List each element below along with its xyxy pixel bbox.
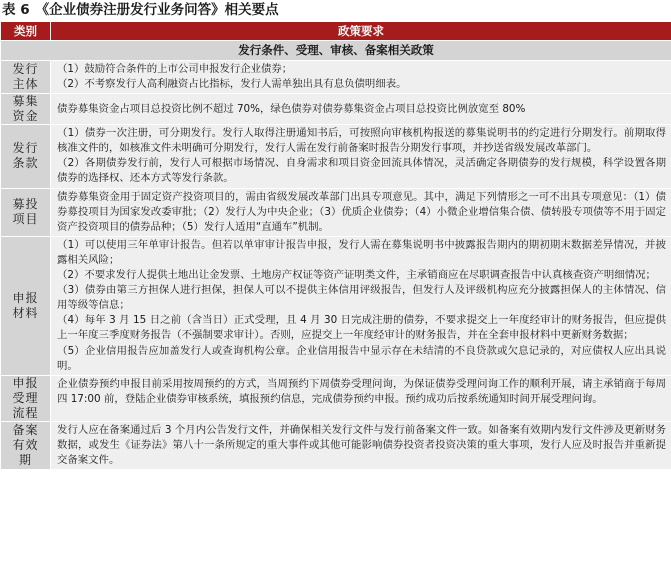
table-caption [2,0,279,20]
table-number: 表 6 [2,2,30,18]
row-category: 募集资金 [1,94,51,125]
requirement-paragraph: （2）各期债券发行前，发行人可根据市场情况、自身需求和项目资金回流具体情况，灵活确定各期债券的发行规模，科学设置各期债券的选择权、还本方式等发行条款。 [57,157,666,185]
row-category: 申报材料 [1,236,51,375]
table-row [1,61,671,94]
requirement-paragraph: （4）每年 3 月 15 日之前（含当日）正式受理，且 4 月 30 日完成注册的债券，不要求提交上一年度经审计的财务报告，但应提供上一年度三季度财务报告（不强制要求审计）。否则，应提交上一年度经审计的财务报告，并在全套申报材料中更新财务数据； [57,314,666,342]
header-requirements: 政策要求 [51,22,671,41]
row-category: 备案有效期 [1,421,51,469]
row-requirements [51,125,671,188]
row-category: 发行主体 [1,61,51,94]
header-row [1,22,671,41]
table-row [1,188,671,236]
row-requirements [51,61,671,94]
requirement-paragraph: （3）债券由第三方担保人进行担保，担保人可以不提供主体信用评级报告，但发行人及评级机构应充分披露担保人的主体情况、信用等级等信息； [57,284,666,312]
subheader-row [1,41,671,61]
table-row [1,236,671,375]
table-row [1,375,671,421]
table-row [1,94,671,125]
table-row [1,421,671,469]
requirement-paragraph: 发行人应在备案通过后 3 个月内公告发行文件，并确保相关发行文件与发行前备案文件一致。如备案有效期内发行文件涉及更新财务数据，或发生《证券法》第八十一条所规定的重大事件或其他可能影响债券投资者投资决策的重大事项，发行人应及时报告并重新提交备案文件。 [57,423,666,466]
requirement-paragraph: （1）可以使用三年单审计报告。但若以单审审计报告申报，发行人需在募集说明书中披露报告期内的期初期末数据差异情况，并披露相关风险； [57,238,666,266]
requirement-paragraph: 债券募集资金占项目总投资比例不超过 70%，绿色债券对债券募集资金占项目总投资比例放宽至 80% [57,102,526,115]
requirement-paragraph: （1）鼓励符合条件的上市公司申报发行企业债券； [57,63,293,75]
row-requirements [51,94,671,125]
table-title: 《企业债券注册发行业务问答》相关要点 [35,2,279,18]
requirement-paragraph: （2）不考察发行人高利融资占比指标，发行人需单独出具有息负债明细表。 [57,78,407,91]
row-requirements [51,421,671,469]
policy-table [0,21,671,470]
requirement-paragraph: 企业债券预约申报目前采用按周预约的方式，当周预约下周债券受理问询，为保证债券受理问询工作的顺利开展，请主承销商于每周四 17:00 前，登陆企业债券审核系统，填报预约信息，完成债券预约申报。预约成功后按系统通知时间开展受理问询。 [57,377,666,405]
requirement-paragraph: （2）不要求发行人提供土地出让金发票、土地房产权证等资产证明类文件，主承销商应在尽职调查报告中认真核查资产明细情况； [57,269,656,282]
table-row [1,125,671,188]
row-category: 发行条款 [1,125,51,188]
section-heading: 发行条件、受理、审核、备案相关政策 [1,41,671,61]
row-requirements [51,188,671,236]
header-category: 类别 [1,22,51,41]
row-requirements [51,375,671,421]
row-requirements [51,236,671,375]
row-category: 申报受理流程 [1,375,51,421]
requirement-paragraph: （1）债券一次注册，可分期发行。发行人取得注册通知书后，可按照向审核机构报送的募集说明书的约定进行分期发行。前期取得核准文件的，如核准文件未明确可分期发行，发行人需在发行前备案时报告分期发行事项，并抄送省级发展改革部门。 [57,127,666,155]
row-category: 募投项目 [1,188,51,236]
requirement-paragraph: 债券募集资金用于固定资产投资项目的，需由省级发展改革部门出具专项意见。其中，满足下列情形之一可不出具专项意见：（1）债券募投项目为国家发改委审批；（2）发行人为中央企业；（3）优质企业债券；（4）小微企业增信集合债、债转股专项债等不用于固定资产投资项目的债券品种；（5）发行人适用“直通车”机制。 [57,190,666,233]
requirement-paragraph: （5）企业信用报告应加盖发行人或查询机构公章。企业信用报告中显示存在未结清的不良贷款或欠息记录的，对应债权人应出具说明。 [57,344,666,372]
